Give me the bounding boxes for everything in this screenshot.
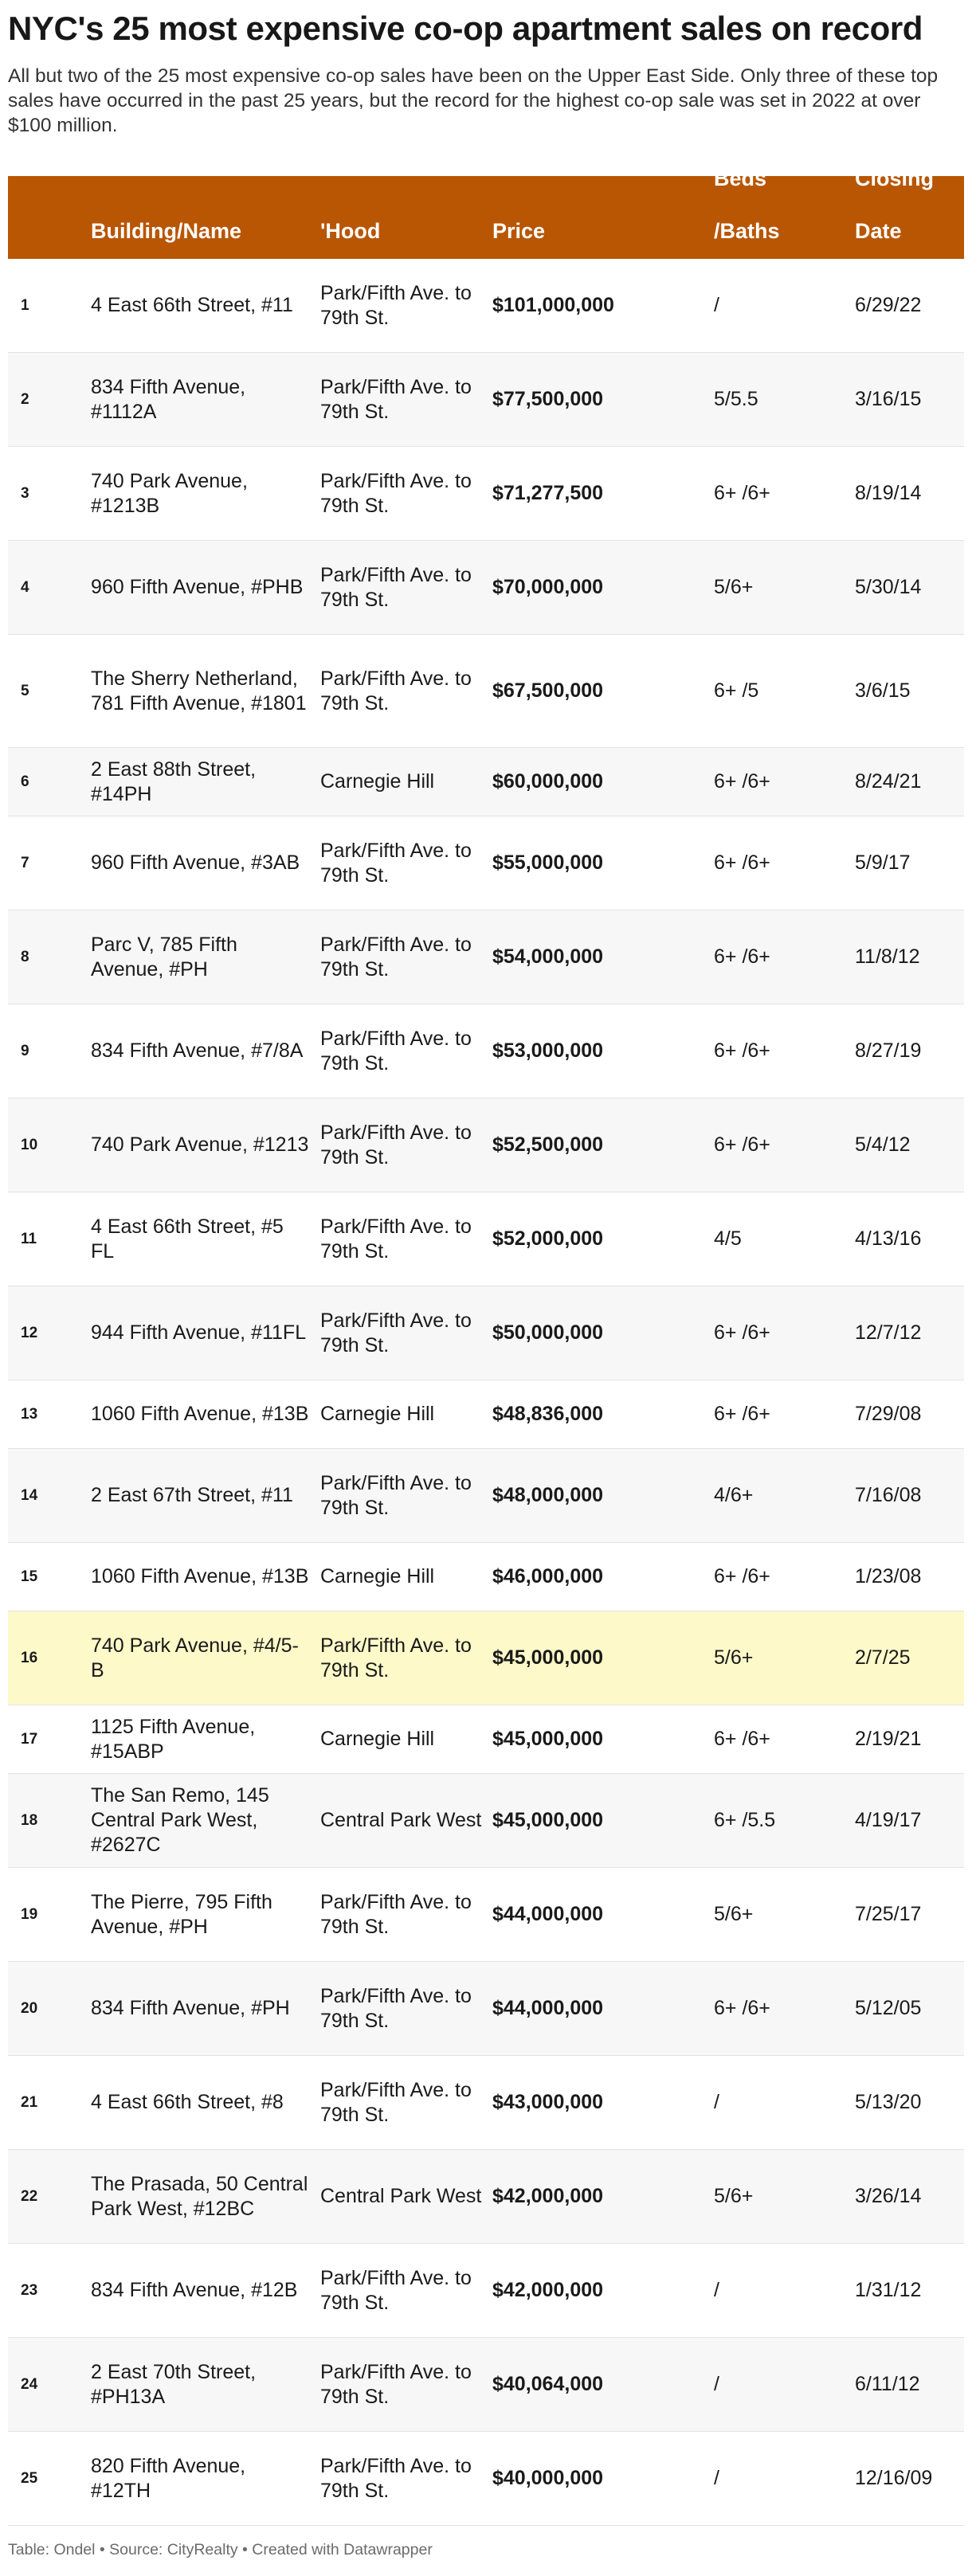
beds-baths-cell: 6+ /6+ bbox=[714, 1039, 770, 1062]
building-cell: 4 East 66th Street, #11 bbox=[91, 294, 293, 316]
table-row bbox=[8, 1380, 964, 1449]
hood-cell: Park/Fifth Ave. to 79th St. bbox=[320, 469, 472, 517]
beds-baths-cell: 6+ /6+ bbox=[714, 1565, 770, 1587]
rank-cell: 4 bbox=[21, 579, 29, 596]
price-cell: $45,000,000 bbox=[492, 1809, 604, 1831]
beds-baths-cell: 4/6+ bbox=[714, 1484, 754, 1506]
closing-date-cell: 7/29/08 bbox=[855, 1403, 922, 1425]
hood-cell: Central Park West bbox=[320, 1809, 482, 1831]
beds-baths-cell: 6+ /5.5 bbox=[714, 1809, 776, 1831]
hood-cell: Park/Fifth Ave. to 79th St. bbox=[320, 281, 472, 329]
beds-baths-cell: 6+ /6+ bbox=[714, 1997, 770, 2019]
hood-cell: Park/Fifth Ave. to 79th St. bbox=[320, 375, 472, 423]
rank-cell: 10 bbox=[21, 1137, 38, 1153]
closing-date-cell: 8/24/21 bbox=[855, 770, 922, 793]
header-rank bbox=[8, 176, 91, 259]
building-cell: 960 Fifth Avenue, #3AB bbox=[91, 851, 300, 874]
hood-cell: Park/Fifth Ave. to 79th St. bbox=[320, 1890, 472, 1938]
price-cell: $52,500,000 bbox=[492, 1133, 604, 1156]
building-cell: 740 Park Avenue, #1213 bbox=[91, 1133, 309, 1156]
rank-cell: 15 bbox=[21, 1568, 38, 1585]
closing-date-cell: 5/13/20 bbox=[855, 2091, 922, 2113]
header-price[interactable]: Price bbox=[492, 219, 546, 243]
table-row bbox=[8, 1192, 964, 1286]
closing-date-cell: 3/6/15 bbox=[855, 679, 911, 702]
closing-date-cell: 6/29/22 bbox=[855, 294, 922, 316]
building-cell: 740 Park Avenue, #4/5-B bbox=[91, 1634, 299, 1681]
table-row bbox=[8, 1705, 964, 1774]
closing-date-cell: 3/26/14 bbox=[855, 2185, 922, 2207]
closing-date-cell: 6/11/12 bbox=[855, 2373, 920, 2395]
hood-cell: Carnegie Hill bbox=[320, 770, 435, 793]
rank-cell: 22 bbox=[21, 2188, 38, 2205]
closing-date-cell: 2/19/21 bbox=[855, 1728, 922, 1750]
table-row bbox=[8, 447, 964, 541]
beds-baths-cell: 6+ /6+ bbox=[714, 482, 770, 504]
hood-cell: Park/Fifth Ave. to 79th St. bbox=[320, 1309, 472, 1357]
price-cell: $50,000,000 bbox=[492, 1321, 604, 1344]
table-row bbox=[8, 816, 964, 910]
price-cell: $77,500,000 bbox=[492, 388, 604, 410]
building-cell: 820 Fifth Avenue, #12TH bbox=[91, 2454, 246, 2502]
building-cell: 1060 Fifth Avenue, #13B bbox=[91, 1403, 309, 1425]
closing-date-cell: 8/19/14 bbox=[855, 482, 922, 504]
rank-cell: 16 bbox=[21, 1650, 38, 1666]
building-cell: 960 Fifth Avenue, #PHB bbox=[91, 576, 304, 598]
closing-date-cell: 3/16/15 bbox=[855, 388, 922, 410]
table-row bbox=[8, 541, 964, 635]
table-row bbox=[8, 259, 964, 353]
closing-date-cell: 5/12/05 bbox=[855, 1997, 922, 2019]
header-beds-baths[interactable]: Beds /Baths bbox=[714, 166, 780, 243]
beds-baths-cell: / bbox=[714, 294, 719, 316]
table-row bbox=[8, 1004, 964, 1098]
building-cell: 944 Fifth Avenue, #11FL bbox=[91, 1321, 307, 1344]
table-row bbox=[8, 1868, 964, 1962]
rank-cell: 24 bbox=[21, 2376, 38, 2393]
closing-date-cell: 5/4/12 bbox=[855, 1133, 911, 1156]
rank-cell: 13 bbox=[21, 1406, 38, 1423]
beds-baths-cell: / bbox=[714, 2279, 719, 2301]
rank-cell: 2 bbox=[21, 391, 29, 408]
hood-cell: Carnegie Hill bbox=[320, 1403, 435, 1425]
hood-cell: Park/Fifth Ave. to 79th St. bbox=[320, 1121, 472, 1169]
rank-cell: 25 bbox=[21, 2470, 38, 2487]
hood-cell: Park/Fifth Ave. to 79th St. bbox=[320, 1215, 472, 1263]
price-cell: $67,500,000 bbox=[492, 679, 604, 702]
price-cell: $48,836,000 bbox=[492, 1403, 604, 1425]
price-cell: $40,000,000 bbox=[492, 2467, 604, 2489]
building-cell: 834 Fifth Avenue, #12B bbox=[91, 2279, 298, 2301]
table-row bbox=[8, 2244, 964, 2338]
rank-cell: 3 bbox=[21, 485, 29, 502]
building-cell: 4 East 66th Street, #8 bbox=[91, 2091, 284, 2113]
hood-cell: Park/Fifth Ave. to 79th St. bbox=[320, 2078, 472, 2126]
table-footer-credits: Table: Ondel • Source: CityRealty • Created with Datawrapper bbox=[8, 2541, 433, 2558]
beds-baths-cell: 6+ /6+ bbox=[714, 1728, 770, 1750]
rank-cell: 17 bbox=[21, 1731, 38, 1748]
price-cell: $42,000,000 bbox=[492, 2279, 604, 2301]
sales-table bbox=[8, 166, 964, 2526]
closing-date-cell: 4/19/17 bbox=[855, 1809, 922, 1831]
closing-date-cell: 11/8/12 bbox=[855, 945, 920, 968]
closing-date-cell: 1/31/12 bbox=[855, 2279, 922, 2301]
price-cell: $70,000,000 bbox=[492, 576, 604, 598]
building-cell: 834 Fifth Avenue, #7/8A bbox=[91, 1039, 304, 1062]
beds-baths-cell: 6+ /6+ bbox=[714, 945, 770, 968]
building-cell: 2 East 88th Street, #14PH bbox=[91, 758, 257, 805]
price-cell: $46,000,000 bbox=[492, 1565, 604, 1587]
hood-cell: Park/Fifth Ave. to 79th St. bbox=[320, 1984, 472, 2032]
rank-cell: 9 bbox=[21, 1043, 29, 1059]
price-cell: $101,000,000 bbox=[492, 294, 614, 316]
closing-date-cell: 8/27/19 bbox=[855, 1039, 922, 1062]
rank-cell: 23 bbox=[21, 2282, 38, 2299]
hood-cell: Park/Fifth Ave. to 79th St. bbox=[320, 933, 472, 981]
hood-cell: Park/Fifth Ave. to 79th St. bbox=[320, 2454, 472, 2502]
rank-cell: 19 bbox=[21, 1906, 38, 1923]
rank-cell: 21 bbox=[21, 2094, 38, 2111]
beds-baths-cell: 4/5 bbox=[714, 1227, 742, 1250]
table-row bbox=[8, 1962, 964, 2056]
hood-cell: Carnegie Hill bbox=[320, 1728, 435, 1750]
beds-baths-cell: 6+ /6+ bbox=[714, 1133, 770, 1156]
price-cell: $43,000,000 bbox=[492, 2091, 604, 2113]
rank-cell: 12 bbox=[21, 1325, 38, 1341]
table-row bbox=[8, 2150, 964, 2244]
building-cell: The Sherry Netherland, 781 Fifth Avenue, #1801 bbox=[91, 667, 307, 714]
building-cell: 740 Park Avenue, #1213B bbox=[91, 469, 248, 517]
table-row-highlighted bbox=[8, 1611, 964, 1705]
page-subtitle: All but two of the 25 most expensive co-op sales have been on the Upper East Side. Only three of these top sales have occurred in the past 25 years, but the record for the highest co-op sale was set in 2022 at over $100 million. bbox=[8, 65, 939, 136]
header-closing-date[interactable]: Closing Date bbox=[855, 166, 934, 243]
building-cell: 834 Fifth Avenue, #PH bbox=[91, 1997, 290, 2019]
price-cell: $53,000,000 bbox=[492, 1039, 604, 1062]
building-cell: 2 East 67th Street, #11 bbox=[91, 1484, 293, 1506]
beds-baths-cell: 5/6+ bbox=[714, 1903, 754, 1925]
beds-baths-cell: 5/6+ bbox=[714, 2185, 754, 2207]
closing-date-cell: 2/7/25 bbox=[855, 1646, 911, 1669]
table-header bbox=[8, 166, 964, 259]
rank-cell: 11 bbox=[21, 1231, 37, 1247]
beds-baths-cell: / bbox=[714, 2467, 719, 2489]
price-cell: $40,064,000 bbox=[492, 2373, 604, 2395]
table-row bbox=[8, 1286, 964, 1380]
price-cell: $42,000,000 bbox=[492, 2185, 604, 2207]
table-row bbox=[8, 2338, 964, 2432]
building-cell: 4 East 66th Street, #5 FL bbox=[91, 1215, 284, 1263]
beds-baths-cell: / bbox=[714, 2091, 719, 2113]
table-row bbox=[8, 1098, 964, 1192]
hood-cell: Park/Fifth Ave. to 79th St. bbox=[320, 1634, 472, 1681]
rank-cell: 20 bbox=[21, 2000, 38, 2017]
rank-cell: 18 bbox=[21, 1812, 38, 1829]
table-row bbox=[8, 1543, 964, 1611]
building-cell: The Prasada, 50 Central Park West, #12BC bbox=[91, 2172, 308, 2220]
rank-cell: 5 bbox=[21, 683, 29, 699]
beds-baths-cell: 6+ /5 bbox=[714, 679, 759, 702]
building-cell: 2 East 70th Street, #PH13A bbox=[91, 2360, 257, 2408]
beds-baths-cell: 6+ /6+ bbox=[714, 1403, 770, 1425]
price-cell: $44,000,000 bbox=[492, 1997, 604, 2019]
rank-cell: 8 bbox=[21, 949, 29, 965]
price-cell: $71,277,500 bbox=[492, 482, 604, 504]
closing-date-cell: 7/25/17 bbox=[855, 1903, 922, 1925]
building-cell: 1060 Fifth Avenue, #13B bbox=[91, 1565, 309, 1587]
building-cell: The San Remo, 145 Central Park West, #2627C bbox=[91, 1784, 269, 1856]
hood-cell: Park/Fifth Ave. to 79th St. bbox=[320, 1027, 472, 1075]
price-cell: $44,000,000 bbox=[492, 1903, 604, 1925]
table-row bbox=[8, 635, 964, 748]
building-cell: The Pierre, 795 Fifth Avenue, #PH bbox=[91, 1890, 272, 1938]
table-row bbox=[8, 748, 964, 816]
price-cell: $45,000,000 bbox=[492, 1728, 604, 1750]
rank-cell: 6 bbox=[21, 773, 29, 790]
hood-cell: Park/Fifth Ave. to 79th St. bbox=[320, 839, 472, 887]
table-row bbox=[8, 1449, 964, 1543]
hood-cell: Park/Fifth Ave. to 79th St. bbox=[320, 563, 472, 611]
closing-date-cell: 12/7/12 bbox=[855, 1321, 922, 1344]
hood-cell: Park/Fifth Ave. to 79th St. bbox=[320, 1471, 472, 1519]
page-title: NYC's 25 most expensive co-op apartment sales on record bbox=[8, 10, 923, 47]
price-cell: $45,000,000 bbox=[492, 1646, 604, 1669]
price-cell: $54,000,000 bbox=[492, 945, 604, 968]
closing-date-cell: 1/23/08 bbox=[855, 1565, 922, 1587]
rank-cell: 14 bbox=[21, 1487, 38, 1504]
closing-date-cell: 12/16/09 bbox=[855, 2467, 933, 2489]
table-row bbox=[8, 2432, 964, 2526]
price-cell: $55,000,000 bbox=[492, 851, 604, 874]
beds-baths-cell: 5/5.5 bbox=[714, 388, 758, 410]
beds-baths-cell: 6+ /6+ bbox=[714, 770, 770, 793]
header-building[interactable]: Building/Name bbox=[91, 219, 242, 243]
closing-date-cell: 5/9/17 bbox=[855, 851, 911, 874]
rank-cell: 7 bbox=[21, 855, 29, 871]
closing-date-cell: 7/16/08 bbox=[855, 1484, 922, 1506]
building-cell: Parc V, 785 Fifth Avenue, #PH bbox=[91, 933, 237, 981]
price-cell: $52,000,000 bbox=[492, 1227, 604, 1250]
table-row bbox=[8, 1774, 964, 1868]
building-cell: 1125 Fifth Avenue, #15ABP bbox=[91, 1715, 256, 1763]
table-row bbox=[8, 353, 964, 447]
hood-cell: Carnegie Hill bbox=[320, 1565, 435, 1587]
price-cell: $60,000,000 bbox=[492, 770, 604, 793]
beds-baths-cell: 6+ /6+ bbox=[714, 851, 770, 874]
beds-baths-cell: 5/6+ bbox=[714, 576, 754, 598]
hood-cell: Park/Fifth Ave. to 79th St. bbox=[320, 2360, 472, 2408]
rank-cell: 1 bbox=[21, 297, 29, 314]
table-row bbox=[8, 910, 964, 1004]
header-hood[interactable]: 'Hood bbox=[320, 219, 381, 243]
table-row bbox=[8, 2056, 964, 2150]
beds-baths-cell: 6+ /6+ bbox=[714, 1321, 770, 1344]
hood-cell: Park/Fifth Ave. to 79th St. bbox=[320, 667, 472, 714]
hood-cell: Central Park West bbox=[320, 2185, 482, 2207]
beds-baths-cell: 5/6+ bbox=[714, 1646, 754, 1669]
beds-baths-cell: / bbox=[714, 2373, 719, 2395]
closing-date-cell: 4/13/16 bbox=[855, 1227, 922, 1250]
closing-date-cell: 5/30/14 bbox=[855, 576, 922, 598]
price-cell: $48,000,000 bbox=[492, 1484, 604, 1506]
building-cell: 834 Fifth Avenue, #1112A bbox=[91, 375, 246, 423]
hood-cell: Park/Fifth Ave. to 79th St. bbox=[320, 2266, 472, 2314]
